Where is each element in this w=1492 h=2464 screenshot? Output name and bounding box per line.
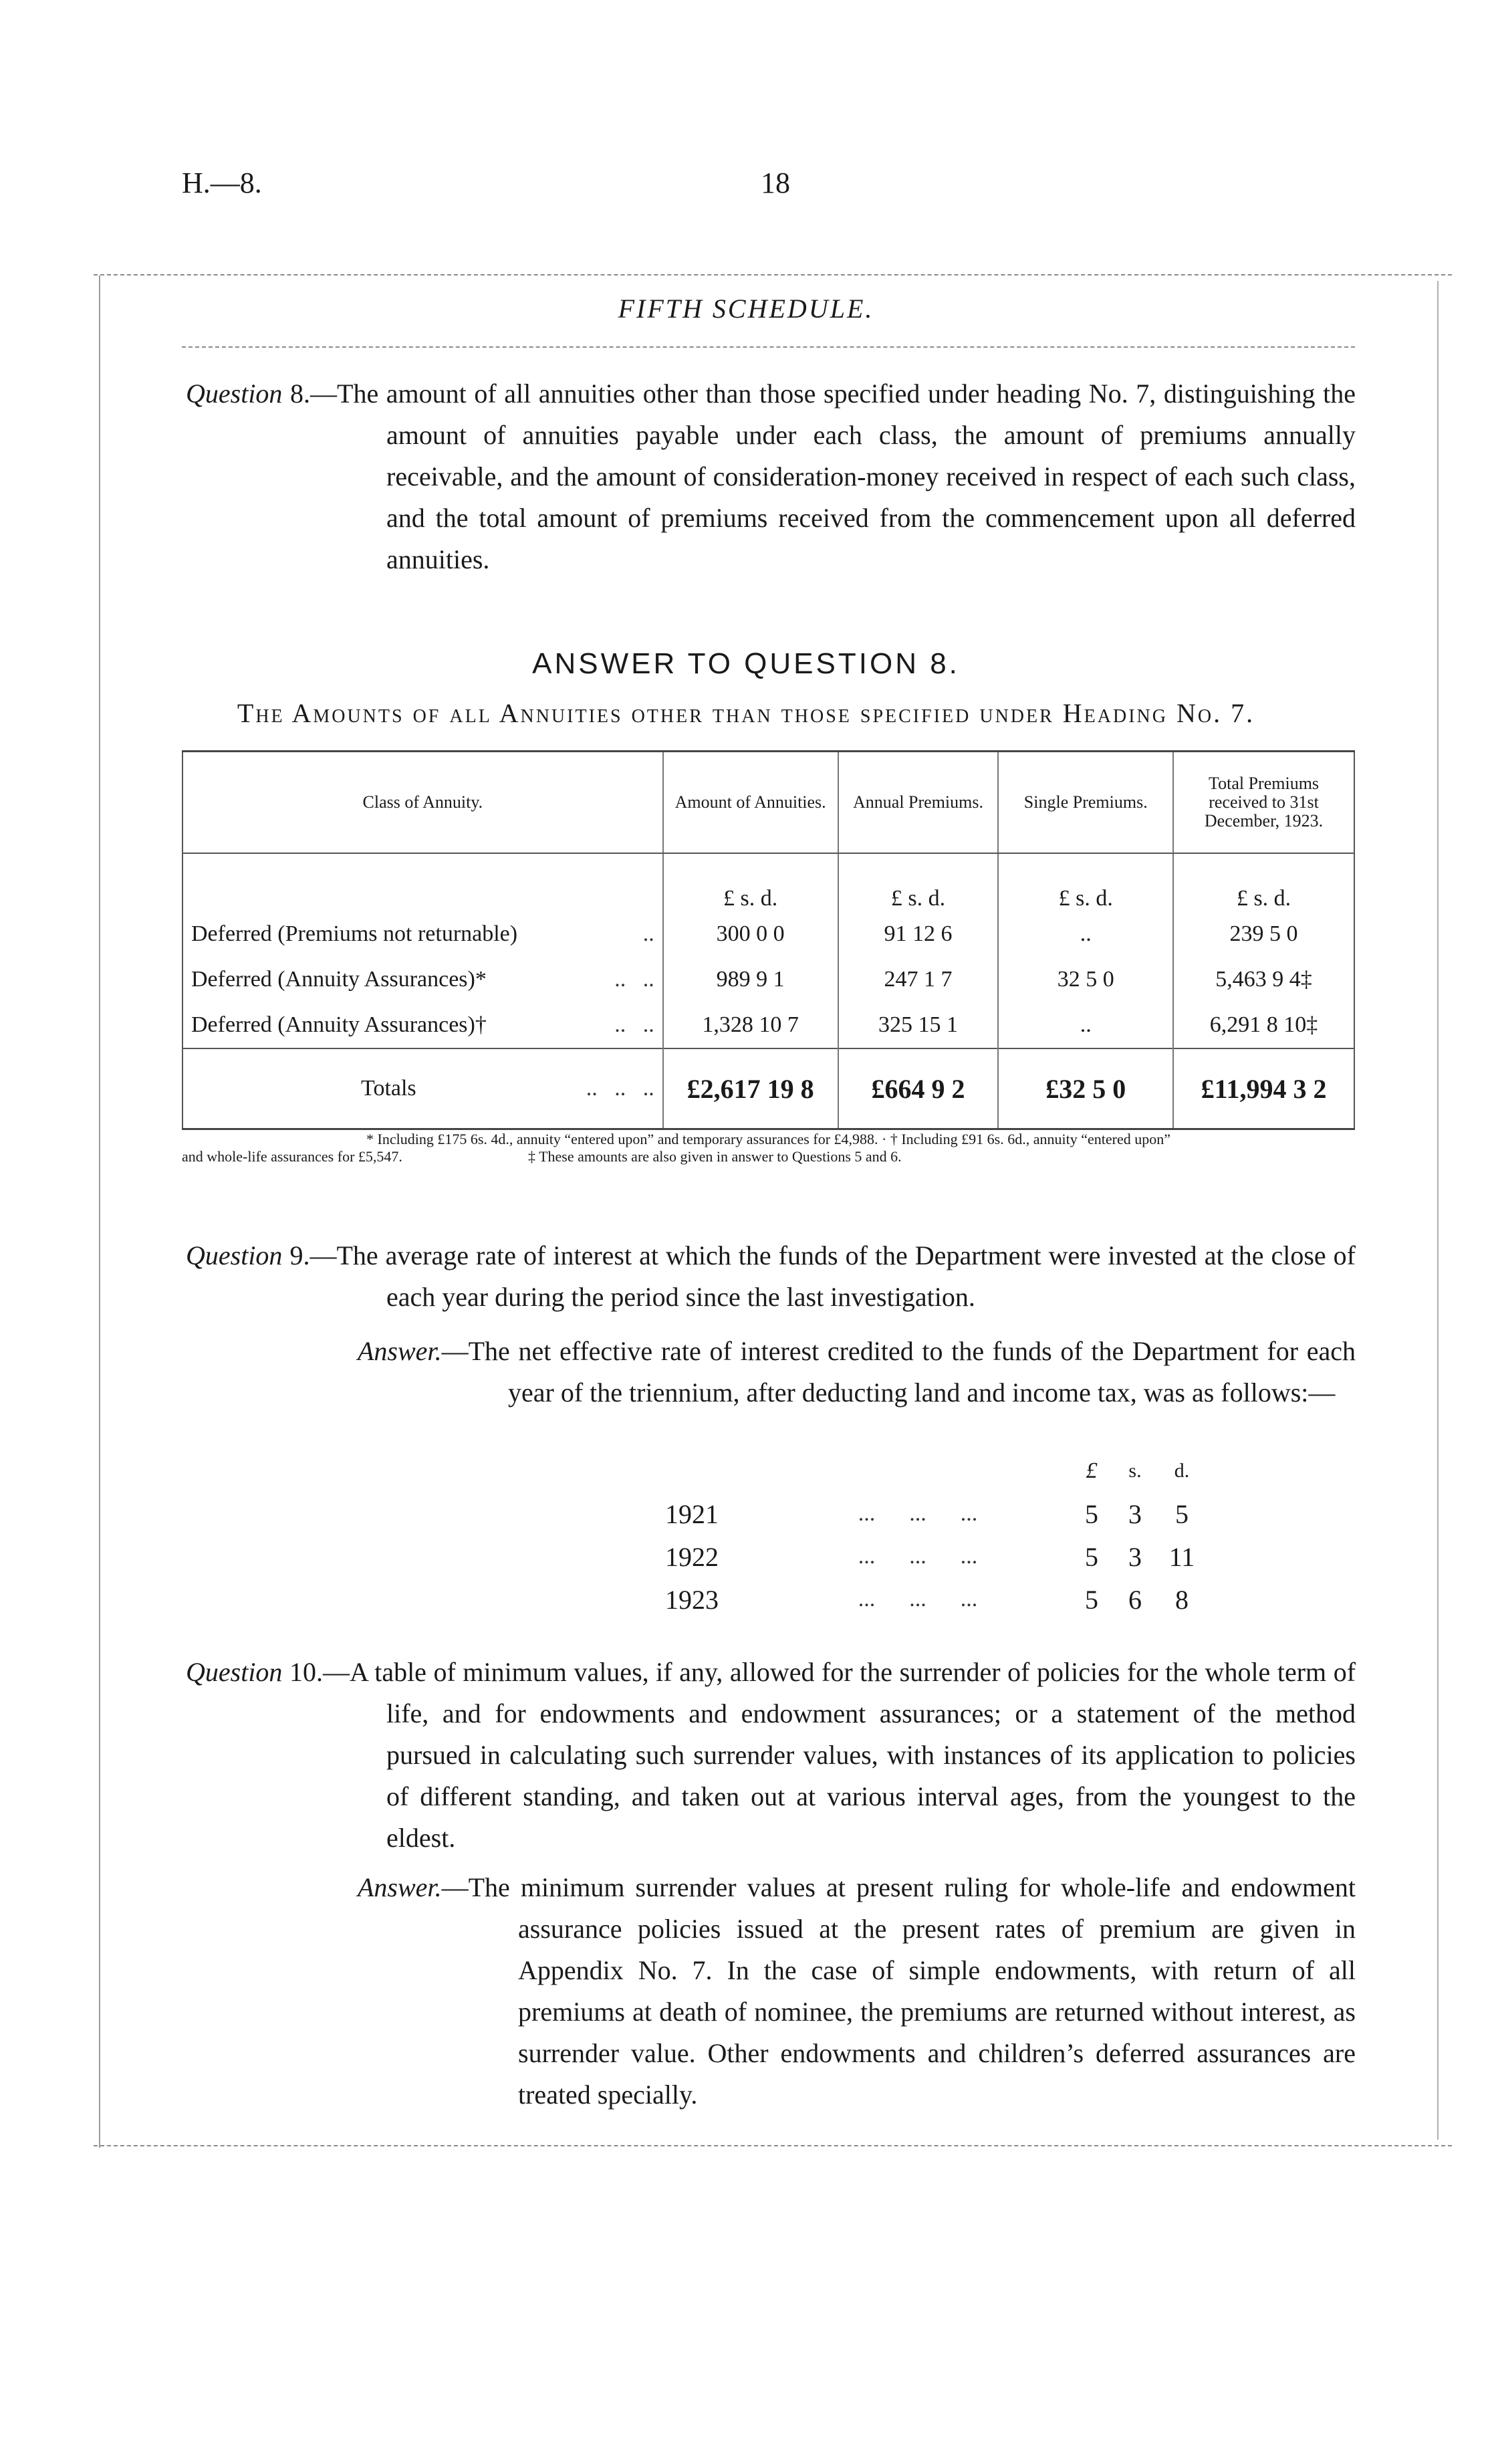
col-amount-header: Amount of Annuities. (663, 752, 838, 854)
shilling-unit: s. (1128, 1460, 1142, 1482)
interest-rates-table (665, 1450, 1205, 1621)
question-10-label: Question (186, 1657, 283, 1687)
totals-row (182, 1048, 1354, 1129)
question-10-number: 10.— (289, 1657, 350, 1687)
unit-cell: £ s. d. (998, 853, 1173, 911)
schedule-title-rule (182, 346, 1355, 348)
rate-pounds: 5 (1085, 1541, 1098, 1572)
table-row (182, 911, 1354, 957)
rate-pounds: 5 (1085, 1584, 1098, 1615)
question-10 (186, 1652, 1356, 1859)
single-cell: .. (998, 1002, 1173, 1048)
row-label: Deferred (Premiums not returnable) .. (182, 911, 663, 957)
table-row (182, 1002, 1354, 1048)
unit-cell: £ s. d. (838, 853, 999, 911)
frame-bottom-rule (94, 2145, 1452, 2146)
amount-cell: 300 0 0 (663, 911, 838, 957)
row-label: Deferred (Annuity Assurances)† .. .. (182, 1002, 663, 1048)
rate-row-1921: 1921 ... ... ... 5 3 5 (665, 1492, 1205, 1535)
single-total: £32 5 0 (998, 1048, 1173, 1129)
annual-total: £664 9 2 (838, 1048, 999, 1129)
col-class-header: Class of Annuity. (182, 752, 663, 854)
pound-unit: £ (1086, 1458, 1098, 1483)
question-8 (186, 373, 1356, 580)
row-label: Deferred (Annuity Assurances)* .. .. (182, 957, 663, 1002)
question-9-number: 9.— (289, 1240, 337, 1270)
frame-right-rule (1437, 281, 1439, 2140)
grand-total: £11,994 3 2 (1173, 1048, 1354, 1129)
amount-cell: 989 9 1 (663, 957, 838, 1002)
rate-pence: 8 (1175, 1584, 1189, 1615)
rate-row-1922: 1922 ... ... ... 5 3 11 (665, 1535, 1205, 1578)
total-cell: 5,463 9 4‡ (1173, 957, 1354, 1002)
col-annual-header: Annual Premiums. (838, 752, 999, 854)
col-total-header: Total Premiums received to 31st December, 1923. (1173, 752, 1354, 854)
rate-shillings: 3 (1128, 1498, 1142, 1529)
answer-10: Answer.—The minimum surrender values at present ruling for whole-life and endowment assurance policies issued at the present rates of premium are given in Appendix No. 7. In the case of simple endowments, with return of all premiums at death of nominee, the premiums are returned without interest, as surrender value. Other endowments and children’s deferred assurances are treated specially. (358, 1872, 1356, 2110)
rate-pence: 5 (1175, 1498, 1189, 1529)
answer-9-text: The net effective rate of interest credited to the funds of the Department for each year of the triennium, after deducting land and income tax, was as follows:— (468, 1336, 1356, 1408)
answer-9-label: Answer. (358, 1336, 442, 1366)
question-8-number: 8.— (290, 378, 338, 409)
unit-cell: £ s. d. (663, 853, 838, 911)
total-cell: 6,291 8 10‡ (1173, 1002, 1354, 1048)
rate-pence: 11 (1168, 1541, 1195, 1572)
rates-units-row (665, 1450, 1205, 1492)
question-8-label: Question (186, 378, 283, 409)
rate-year: 1921 (665, 1498, 719, 1529)
answer-10-text: The minimum surrender values at present ruling for whole-life and endowment assurance policies issued at the present rates of premium are given in Appendix No. 7. In the case of simple endowments, with return of all premiums at death of nominee, the premiums are returned without interest, as surrender value. Other endowments and children’s deferred assurances are treated specially. (468, 1872, 1356, 2110)
table-header-row (182, 752, 1354, 854)
annual-cell: 247 1 7 (838, 957, 999, 1002)
rate-pounds: 5 (1085, 1498, 1098, 1529)
rate-year: 1923 (665, 1584, 719, 1615)
answer-9: Answer.—The net effective rate of interest credited to the funds of the Department for each year of the triennium, after deducting land and income tax, was as follows:— (358, 1336, 1356, 1408)
frame-left-rule (99, 275, 100, 2148)
question-9-text: The average rate of interest at which the funds of the Department were invested at the close of each year during the period since the last investigation. (336, 1240, 1356, 1312)
question-9 (186, 1235, 1356, 1318)
rate-year: 1922 (665, 1541, 719, 1572)
footnote-line-1: * Including £175 6s. 4d., annuity “entered upon” and temporary assurances for £4,988. · † Including £91 6s. 6d., annuity “entered upon” (366, 1131, 1170, 1147)
document-code: H.—8. (182, 166, 262, 199)
annuities-table (182, 750, 1355, 1130)
rate-shillings: 3 (1128, 1541, 1142, 1572)
rate-row-1923: 1923 ... ... ... 5 6 8 (665, 1578, 1205, 1621)
annual-cell: 325 15 1 (838, 1002, 999, 1048)
amount-cell: 1,328 10 7 (663, 1002, 838, 1048)
units-row (182, 853, 1354, 911)
frame-top-rule (94, 274, 1452, 275)
page-number: 18 (761, 166, 790, 199)
single-cell: 32 5 0 (998, 957, 1173, 1002)
single-cell: .. (998, 911, 1173, 957)
footnote-line-2b: ‡ These amounts are also given in answer to Questions 5 and 6. (528, 1148, 902, 1165)
amount-total: £2,617 19 8 (663, 1048, 838, 1129)
col-single-header: Single Premiums. (998, 752, 1173, 854)
total-cell: 239 5 0 (1173, 911, 1354, 957)
pence-unit: d. (1174, 1460, 1190, 1482)
rate-shillings: 6 (1128, 1584, 1142, 1615)
question-8-text: The amount of all annuities other than those specified under heading No. 7, distinguishing the amount of annuities payable under each class, the amount of premiums annually receivable, and the amount of consideration-money received in respect of each such class, and the total amount of premiums received from the commencement upon all deferred annuities. (337, 378, 1356, 574)
answer-8-subtitle: The Amounts of all Annuities other than those specified under Heading No. 7. (237, 698, 1255, 728)
schedule-title: FIFTH SCHEDULE. (618, 294, 874, 324)
answer-8-title: ANSWER TO QUESTION 8. (532, 647, 960, 680)
table-row (182, 957, 1354, 1002)
annual-cell: 91 12 6 (838, 911, 999, 957)
unit-cell: £ s. d. (1173, 853, 1354, 911)
totals-label: Totals .. .. .. (182, 1048, 663, 1129)
question-10-text: A table of minimum values, if any, allowed for the surrender of policies for the whole term of life, and for endowments and endowment assurances; or a statement of the method pursued in calculating such surrender values, with instances of its application to policies of different standing, and taken out at various interval ages, from the youngest to the eldest. (349, 1657, 1356, 1853)
question-9-label: Question (186, 1240, 283, 1270)
footnote-line-2a: and whole-life assurances for £5,547. (182, 1148, 402, 1165)
answer-10-label: Answer. (358, 1872, 442, 1902)
